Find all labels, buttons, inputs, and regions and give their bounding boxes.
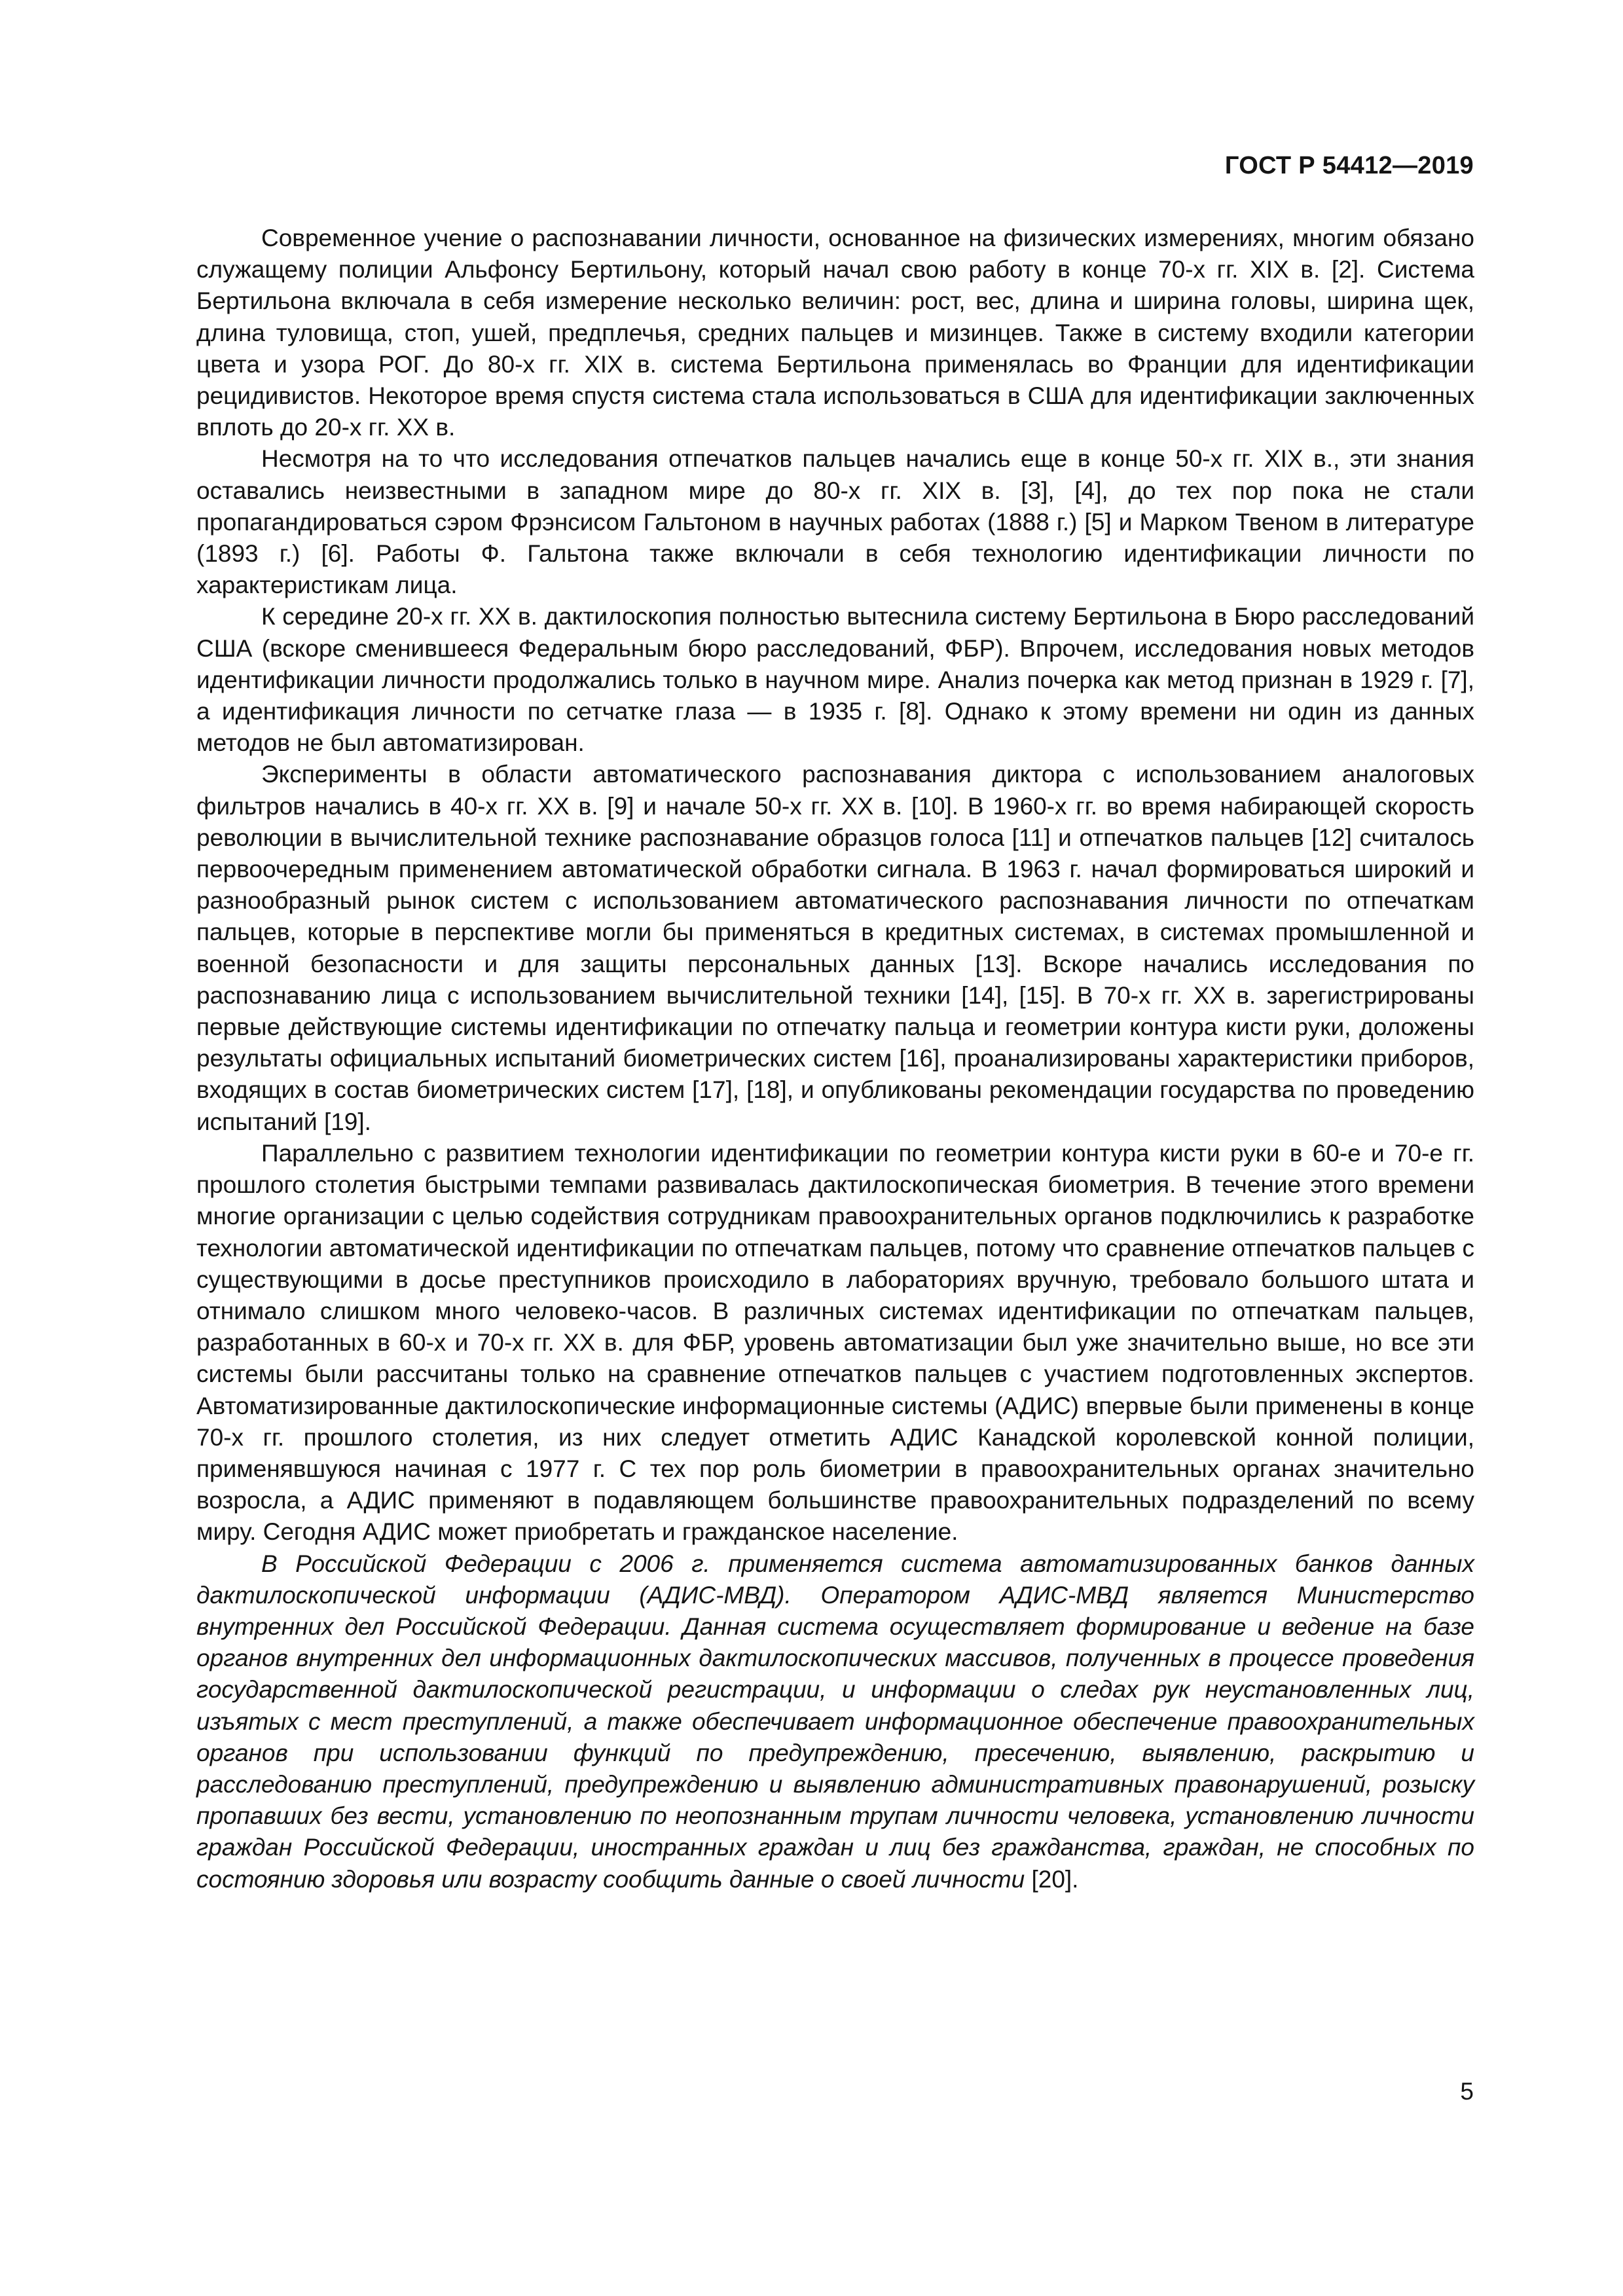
paragraph-bertillon: Современное учение о распознавании личности, основанное на физических измерениях, многим обязано служащему полиции Альфонсу Бертильону, который начал свою работу в конце 70-х гг. XIX в. [2]. Система Бертильона включала в себя измерение несколько величин: рост, вес, длина и ширина головы, ширина щек, длина туловища, стоп, ушей, предплечья, средних пальцев и мизинцев. Также в систему входили категории цвета и узора РОГ. До 80-х гг. XIX в. система Бертильона применялась во Франции для идентификации рецидивистов. Некоторое время спустя система стала использоваться в США для идентификации заключенных вплоть до 20-х гг. XX в. (196, 225, 1474, 441)
document-code-header: ГОСТ Р 54412—2019 (1224, 152, 1474, 179)
adis-mvd-text: В Российской Федерации с 2006 г. применяется система автоматизированных банков данных дактилоскопической информации (АДИС-МВД). Оператором АДИС-МВД является Министерство внутренних дел Российской Федерации. Данная система осуществляет формирование и ведение на базе органов внутренних дел информационных дактилоскопических массивов, полученных в процессе проведения государственной дактилоскопической регистрации, и информации о следах рук неустановленных лиц, изъятых с мест преступлений, а также обеспечивает информационное обеспечение правоохранительных органов при использовании функций по предупреждению, пресечению, выявлению, раскрытию и расследованию преступлений, предупреждению и выявлению административных правонарушений, розыску пропавших без вести, установлению по неопознанным трупам личности человека, установлению личности граждан Российской Федерации, иностранных граждан и лиц без гражданства, граждан, не способных по состоянию здоровья или возрасту сообщить данные о своей личности (196, 1550, 1474, 1893)
paragraph-speaker-recognition: Эксперименты в области автоматического распознавания диктора с использованием аналоговых фильтров начались в 40-х гг. XX в. [9] и начале 50-х гг. XX в. [10]. В 1960-х гг. во время набирающей скорость революции в вычислительной технике распознавание образцов голоса [11] и отпечатков пальцев [12] считалось первоочередным применением автоматической обработки сигнала. В 1963 г. начал формироваться широкий и разнообразный рынок систем с использованием автоматического распознавания личности по отпечаткам пальцев, которые в перспективе могли бы применяться в кредитных системах, в системах промышленной и военной безопасности и для защиты персональных данных [13]. Вскоре начались исследования по распознаванию лица с использованием вычислительной техники [14], [15]. В 70-х гг. XX в. зарегистрированы первые действующие системы идентификации по отпечатку пальца и геометрии контура кисти руки, доложены результаты официальных испытаний биометрических систем [16], проанализированы характеристики приборов, входящих в состав биометрических систем [17], [18], и опубликованы рекомендации государства по проведению испытаний [19]. (196, 761, 1474, 1135)
adis-mvd-reference: [20]. (1025, 1865, 1079, 1893)
paragraph-afis-development: Параллельно с развитием технологии идентификации по геометрии контура кисти руки в 60-е и 70-е гг. прошлого столетия быстрыми темпами развивалась дактилоскопическая биометрия. В течение этого времени многие организации с целью содействия сотрудникам правоохранительных органов подключились к разработке технологии автоматической идентификации по отпечаткам пальцев, потому что сравнение отпечатков пальцев с существующими в досье преступников происходило в лабораториях вручную, требовало большого штата и отнимало слишком много человеко-часов. В различных системах идентификации по отпечаткам пальцев, разработанных в 60-х и 70-х гг. XX в. для ФБР, уровень автоматизации был уже значительно выше, но все эти системы были рассчитаны только на сравнение отпечатков пальцев с участием подготовленных экспертов. Автоматизированные дактилоскопические информационные системы (АДИС) впервые были применены в конце 70-х гг. прошлого столетия, из них следует отметить АДИС Канадской королевской конной полиции, применявшуюся начиная с 1977 г. С тех пор роль биометрии в правоохранительных органах значительно возросла, а АДИС применяют в подавляющем большинстве правоохранительных подразделений по всему миру. Сегодня АДИС может приобретать и гражданское население. (196, 1139, 1474, 1546)
paragraph-fingerprints-history: Несмотря на то что исследования отпечатков пальцев начались еще в конце 50-х гг. XIX в., эти знания оставались неизвестными в западном мире до 80-х гг. XIX в. [3], [4], до тех пор пока не стали пропагандироваться сэром Фрэнсисом Гальтоном в научных работах (1888 г.) [5] и Марком Твеном в литературе (1893 г.) [6]. Работы Ф. Гальтона также включали в себя технологию идентификации личности по характеристикам лица. (196, 445, 1474, 599)
document-body (196, 223, 1474, 1895)
page-number: 5 (1460, 2078, 1474, 2105)
paragraph-adis-mvd (196, 1548, 1474, 1895)
paragraph-dactyloscopy: К середине 20-х гг. XX в. дактилоскопия полностью вытеснила систему Бертильона в Бюро расследований США (вскоре сменившееся Федеральным бюро расследований, ФБР). Впрочем, исследования новых методов идентификации личности продолжались только в научном мире. Анализ почерка как метод признан в 1929 г. [7], а идентификация личности по сетчатке глаза — в 1935 г. [8]. Однако к этому времени ни один из данных методов не был автоматизирован. (196, 603, 1474, 757)
